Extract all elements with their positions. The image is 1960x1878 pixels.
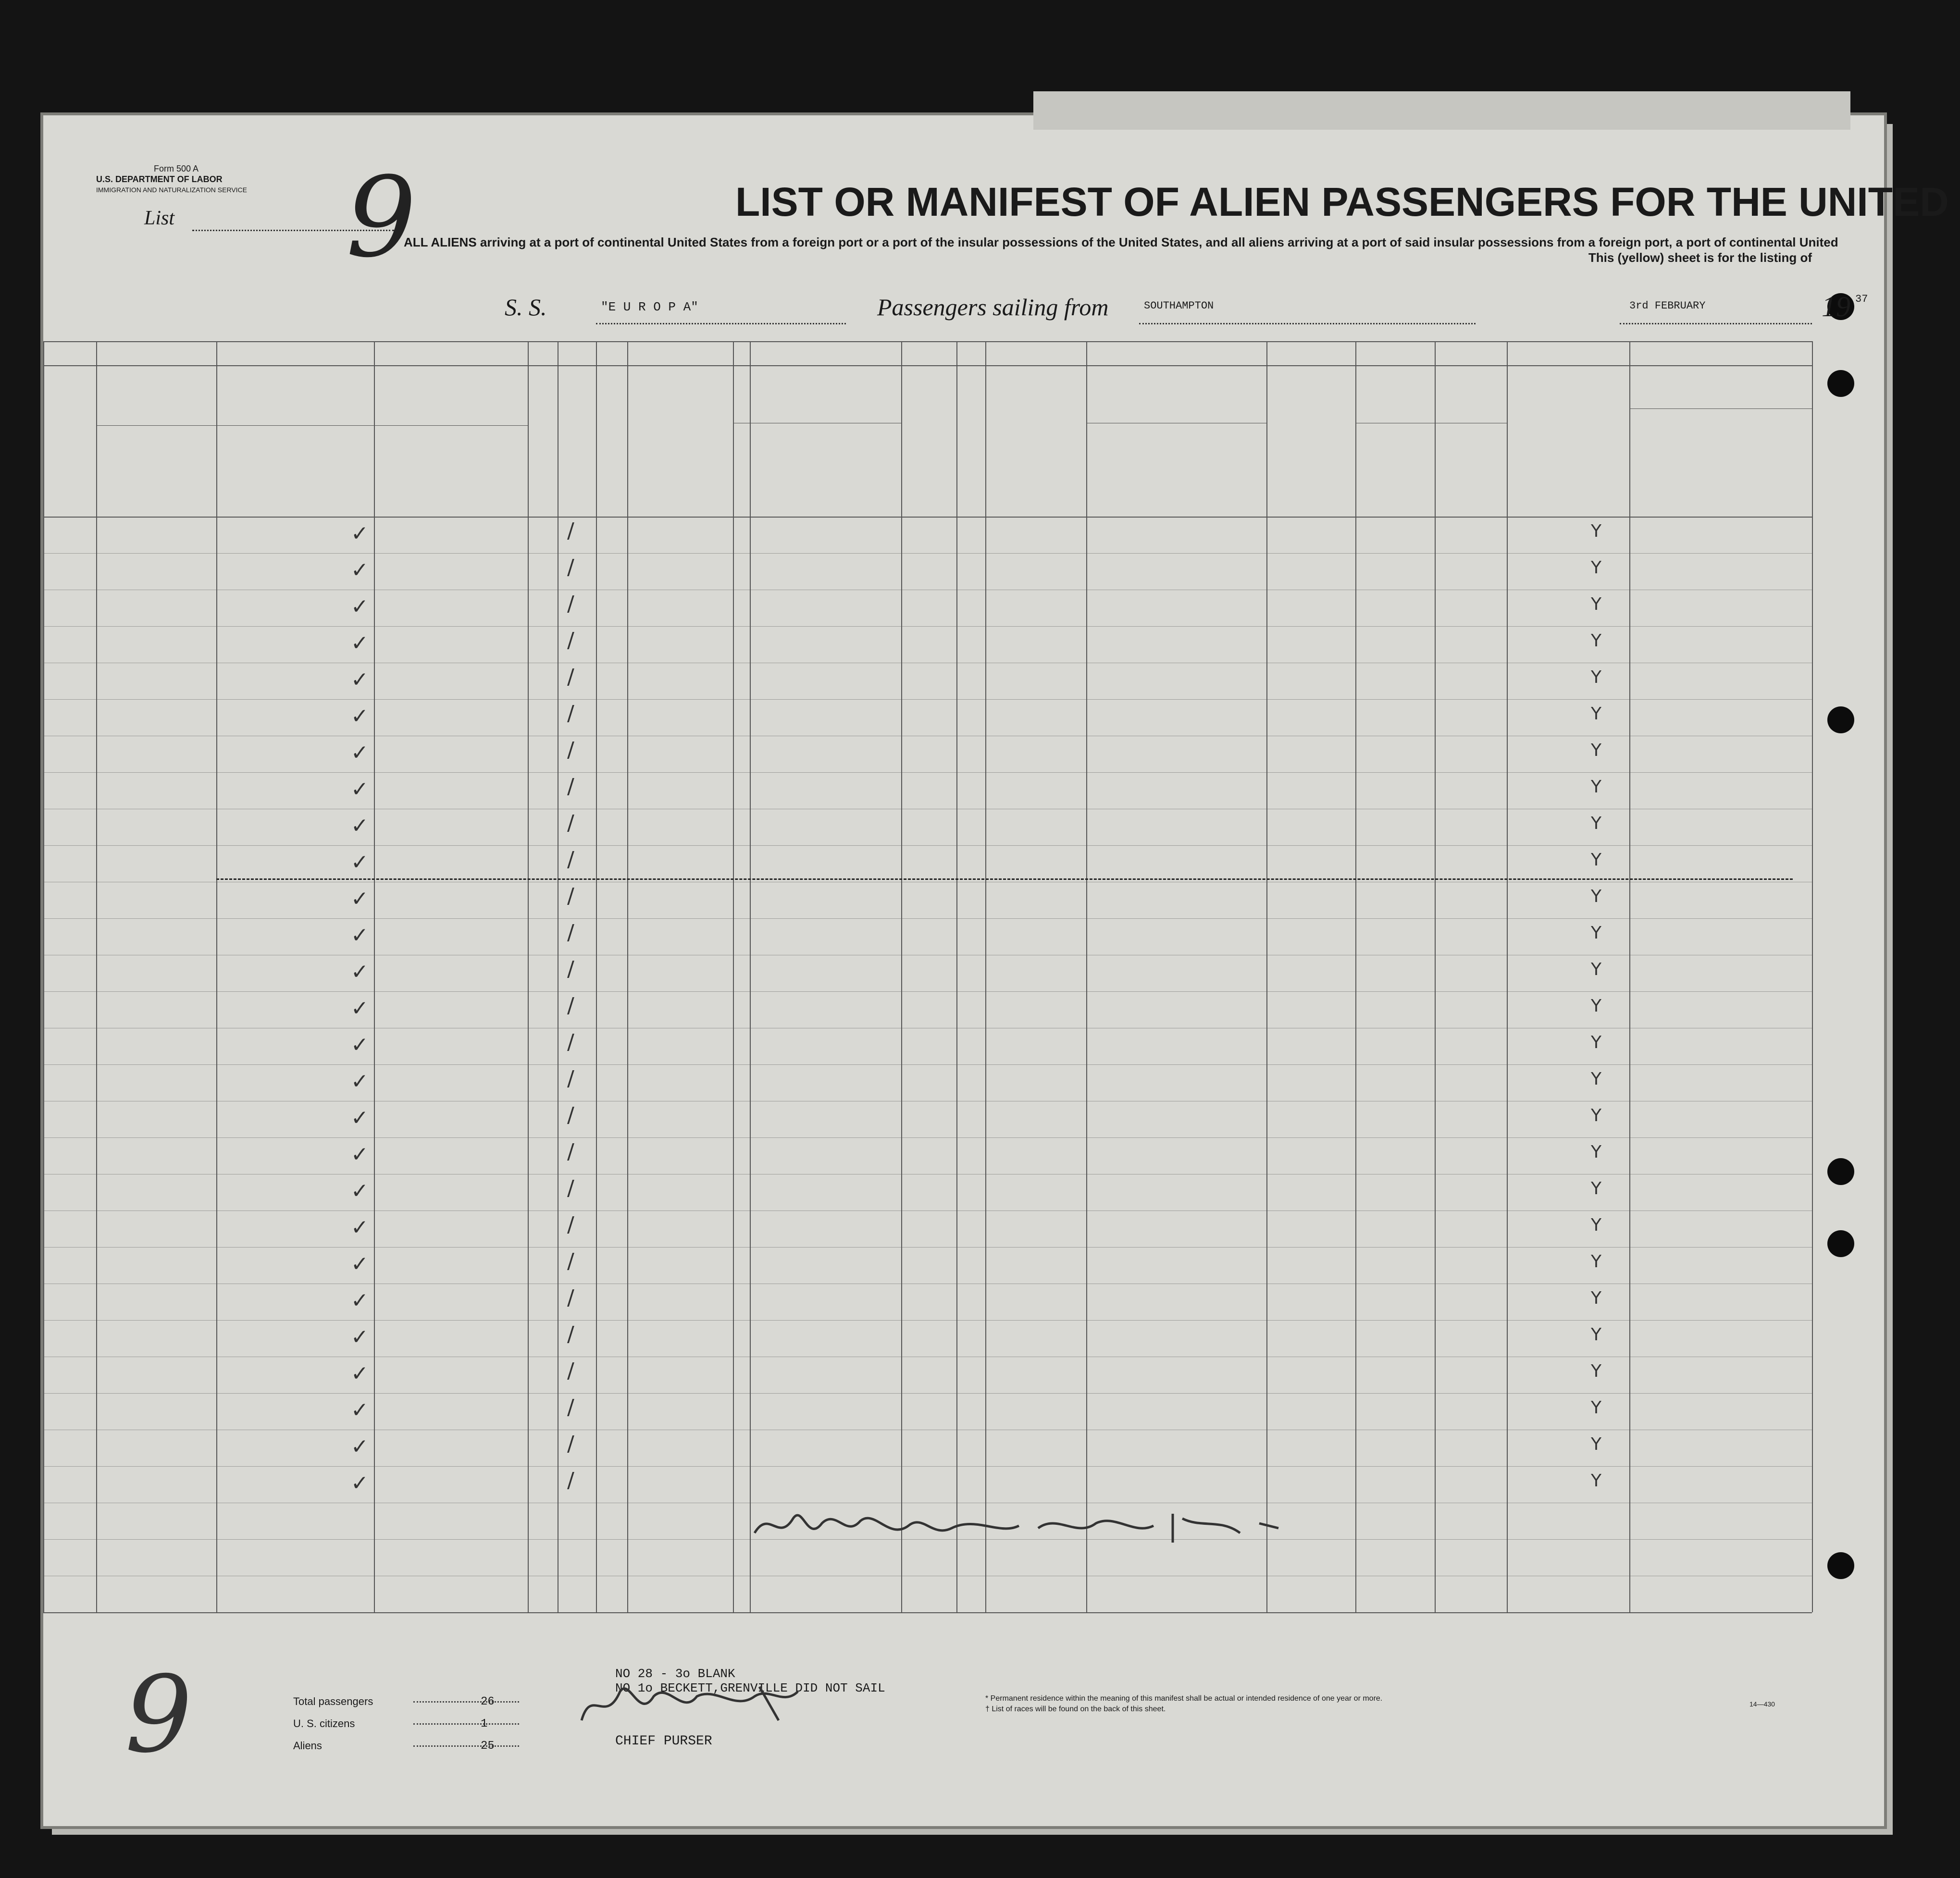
check-mark: ✓ bbox=[351, 996, 369, 1021]
check-mark: / bbox=[567, 1322, 574, 1347]
purser-signature bbox=[577, 1677, 827, 1730]
sailing-label: Passengers sailing from bbox=[877, 294, 1109, 321]
punch-hole bbox=[1827, 1158, 1854, 1185]
list-label: List bbox=[144, 207, 175, 229]
check-mark: ✓ bbox=[351, 1398, 369, 1422]
ship-underline bbox=[596, 323, 846, 324]
check-mark: / bbox=[567, 1285, 574, 1310]
ship-name: "E U R O P A" bbox=[601, 300, 698, 314]
check-mark: / bbox=[567, 1139, 574, 1164]
check-mark: ✓ bbox=[351, 923, 369, 948]
row-rule bbox=[43, 1247, 1812, 1248]
check-mark: Y bbox=[1591, 814, 1601, 833]
check-mark: / bbox=[567, 665, 574, 689]
row-rule bbox=[43, 365, 1812, 366]
check-mark: Y bbox=[1591, 558, 1601, 578]
check-mark: Y bbox=[1591, 1252, 1601, 1272]
check-mark: / bbox=[567, 1395, 574, 1420]
check-mark: ✓ bbox=[351, 777, 369, 802]
fine-print: * Permanent residence within the meaning of this manifest shall be actual or intended residence of one year or more. † List of races will be found on the back of this sheet. bbox=[985, 1694, 1383, 1713]
check-mark: Y bbox=[1591, 1361, 1601, 1381]
column-rule bbox=[901, 341, 902, 1612]
strike-through-line bbox=[216, 878, 1793, 880]
sheet-edge bbox=[1033, 91, 1850, 130]
check-mark: ✓ bbox=[351, 1361, 369, 1386]
column-rule bbox=[1435, 341, 1436, 1612]
sailing-date: 3rd FEBRUARY bbox=[1629, 300, 1706, 312]
column-rule bbox=[1629, 341, 1630, 1612]
check-mark: / bbox=[567, 1359, 574, 1383]
column-rule bbox=[627, 341, 628, 1612]
column-rule bbox=[1086, 341, 1087, 1612]
totals bbox=[293, 1695, 495, 1762]
punch-hole bbox=[1827, 706, 1854, 733]
check-mark: Y bbox=[1591, 594, 1601, 614]
check-mark: Y bbox=[1591, 777, 1601, 797]
check-mark: Y bbox=[1591, 960, 1601, 979]
row-rule bbox=[43, 1064, 1812, 1065]
check-mark: ✓ bbox=[351, 558, 369, 582]
check-mark: Y bbox=[1591, 1434, 1601, 1454]
check-mark: ✓ bbox=[351, 887, 369, 911]
check-mark: ✓ bbox=[351, 594, 369, 619]
check-mark: Y bbox=[1591, 1471, 1601, 1491]
check-mark: / bbox=[567, 920, 574, 945]
check-mark: ✓ bbox=[351, 1325, 369, 1349]
column-rule bbox=[216, 341, 217, 1612]
date-underline bbox=[1620, 323, 1812, 324]
check-mark: / bbox=[567, 1176, 574, 1200]
manifest-sheet bbox=[43, 115, 1884, 1826]
check-mark: ✓ bbox=[351, 1252, 369, 1276]
check-mark: / bbox=[567, 519, 574, 543]
check-mark: / bbox=[567, 592, 574, 616]
check-mark: ✓ bbox=[351, 704, 369, 729]
footer-notes: NO 28 - 3o BLANK NO 1o BECKETT,GRENVILLE DID NOT SAIL bbox=[615, 1667, 885, 1695]
punch-hole bbox=[1827, 1552, 1854, 1579]
check-mark: / bbox=[567, 701, 574, 726]
page-subtitle: ALL ALIENS arriving at a port of continental United States from a foreign port or a port of the insular possessions of the United States, and all aliens arriving at a port of said insular possessions from a foreign port, a port of continental United This (yellow) sheet is for the listing of bbox=[404, 235, 1838, 265]
check-mark: Y bbox=[1591, 1288, 1601, 1308]
check-mark: / bbox=[567, 847, 574, 872]
check-mark: ✓ bbox=[351, 521, 369, 546]
row-rule bbox=[43, 626, 1812, 627]
check-mark: Y bbox=[1591, 996, 1601, 1016]
check-mark: Y bbox=[1591, 1179, 1601, 1198]
corner-number: 9 bbox=[125, 1653, 192, 1776]
us-citizens: U. S. citizens 1 bbox=[293, 1717, 373, 1740]
chief-purser: CHIEF PURSER bbox=[615, 1734, 712, 1749]
column-rule bbox=[374, 341, 375, 1612]
check-mark: ✓ bbox=[351, 960, 369, 984]
check-mark: / bbox=[567, 1212, 574, 1237]
row-rule bbox=[43, 1320, 1812, 1321]
aliens-total: Aliens 25 bbox=[293, 1740, 373, 1762]
column-rule bbox=[733, 341, 734, 1612]
form-code: 14—430 bbox=[1749, 1700, 1775, 1708]
check-mark: ✓ bbox=[351, 1215, 369, 1240]
year-suffix: 37 bbox=[1855, 293, 1868, 305]
check-mark: / bbox=[567, 993, 574, 1018]
check-mark: ✓ bbox=[351, 741, 369, 765]
check-mark: ✓ bbox=[351, 1288, 369, 1313]
check-mark: ✓ bbox=[351, 1069, 369, 1094]
check-mark: ✓ bbox=[351, 814, 369, 838]
check-mark: / bbox=[567, 884, 574, 908]
column-rule bbox=[43, 341, 44, 1612]
check-mark: Y bbox=[1591, 1215, 1601, 1235]
row-rule bbox=[43, 772, 1812, 773]
column-rule bbox=[596, 341, 597, 1612]
port-underline bbox=[1139, 323, 1476, 324]
punch-hole bbox=[1827, 370, 1854, 397]
list-number: 9 bbox=[346, 154, 417, 282]
row-rule bbox=[43, 699, 1812, 700]
total-passengers: Total passengers 26 bbox=[293, 1695, 373, 1717]
page-title: LIST OR MANIFEST OF ALIEN PASSENGERS FOR THE UNITED bbox=[735, 179, 1949, 224]
year-prefix: 19 bbox=[1822, 291, 1850, 322]
column-rule bbox=[1355, 341, 1356, 1612]
check-mark: / bbox=[567, 774, 574, 799]
check-mark: ✓ bbox=[351, 1142, 369, 1167]
check-mark: ✓ bbox=[351, 1106, 369, 1130]
row-rule bbox=[43, 991, 1812, 992]
inspector-signature bbox=[750, 1499, 1307, 1552]
check-mark: ✓ bbox=[351, 667, 369, 692]
row-rule bbox=[43, 1393, 1812, 1394]
row-rule bbox=[43, 517, 1812, 518]
check-mark: Y bbox=[1591, 741, 1601, 760]
check-mark: ✓ bbox=[351, 1179, 369, 1203]
check-mark: Y bbox=[1591, 521, 1601, 541]
check-mark: ✓ bbox=[351, 1434, 369, 1459]
check-mark: Y bbox=[1591, 923, 1601, 943]
check-mark: Y bbox=[1591, 1325, 1601, 1345]
row-rule bbox=[43, 1612, 1812, 1613]
check-mark: / bbox=[567, 1432, 574, 1456]
subheader-rule bbox=[96, 425, 528, 426]
check-mark: Y bbox=[1591, 1142, 1601, 1162]
check-mark: Y bbox=[1591, 1033, 1601, 1052]
row-rule bbox=[43, 1466, 1812, 1467]
check-mark: / bbox=[567, 628, 574, 653]
check-mark: / bbox=[567, 1066, 574, 1091]
row-rule bbox=[43, 553, 1812, 554]
column-rule bbox=[1507, 341, 1508, 1612]
column-rule bbox=[96, 341, 97, 1612]
punch-hole bbox=[1827, 1230, 1854, 1257]
check-mark: / bbox=[567, 1103, 574, 1127]
subheader-rule bbox=[1629, 408, 1812, 409]
form-header: Form 500 A U.S. DEPARTMENT OF LABOR IMMIGRATION AND NATURALIZATION SERVICE bbox=[96, 164, 247, 194]
check-mark: ✓ bbox=[351, 1033, 369, 1057]
check-mark: ✓ bbox=[351, 631, 369, 655]
ss-label: S. S. bbox=[505, 294, 547, 321]
check-mark: Y bbox=[1591, 850, 1601, 870]
row-rule bbox=[43, 1137, 1812, 1138]
check-mark: / bbox=[567, 1468, 574, 1493]
column-rule bbox=[528, 341, 529, 1612]
row-rule bbox=[43, 845, 1812, 846]
check-mark: / bbox=[567, 957, 574, 981]
check-mark: / bbox=[567, 555, 574, 580]
port-name: SOUTHAMPTON bbox=[1144, 300, 1214, 312]
row-rule bbox=[43, 918, 1812, 919]
check-mark: Y bbox=[1591, 1106, 1601, 1125]
check-mark: Y bbox=[1591, 667, 1601, 687]
check-mark: / bbox=[567, 1249, 574, 1273]
check-mark: / bbox=[567, 738, 574, 762]
check-mark: Y bbox=[1591, 887, 1601, 906]
column-rule bbox=[985, 341, 986, 1612]
check-mark: Y bbox=[1591, 1069, 1601, 1089]
check-mark: / bbox=[567, 811, 574, 835]
column-rule bbox=[956, 341, 957, 1612]
column-rule bbox=[750, 341, 751, 1612]
check-mark: ✓ bbox=[351, 850, 369, 875]
check-mark: Y bbox=[1591, 1398, 1601, 1418]
column-rule bbox=[1266, 341, 1267, 1612]
check-mark: Y bbox=[1591, 704, 1601, 724]
check-mark: ✓ bbox=[351, 1471, 369, 1495]
check-mark: / bbox=[567, 1030, 574, 1054]
check-mark: Y bbox=[1591, 631, 1601, 651]
column-rule bbox=[1812, 341, 1813, 1612]
row-rule bbox=[43, 341, 1812, 342]
